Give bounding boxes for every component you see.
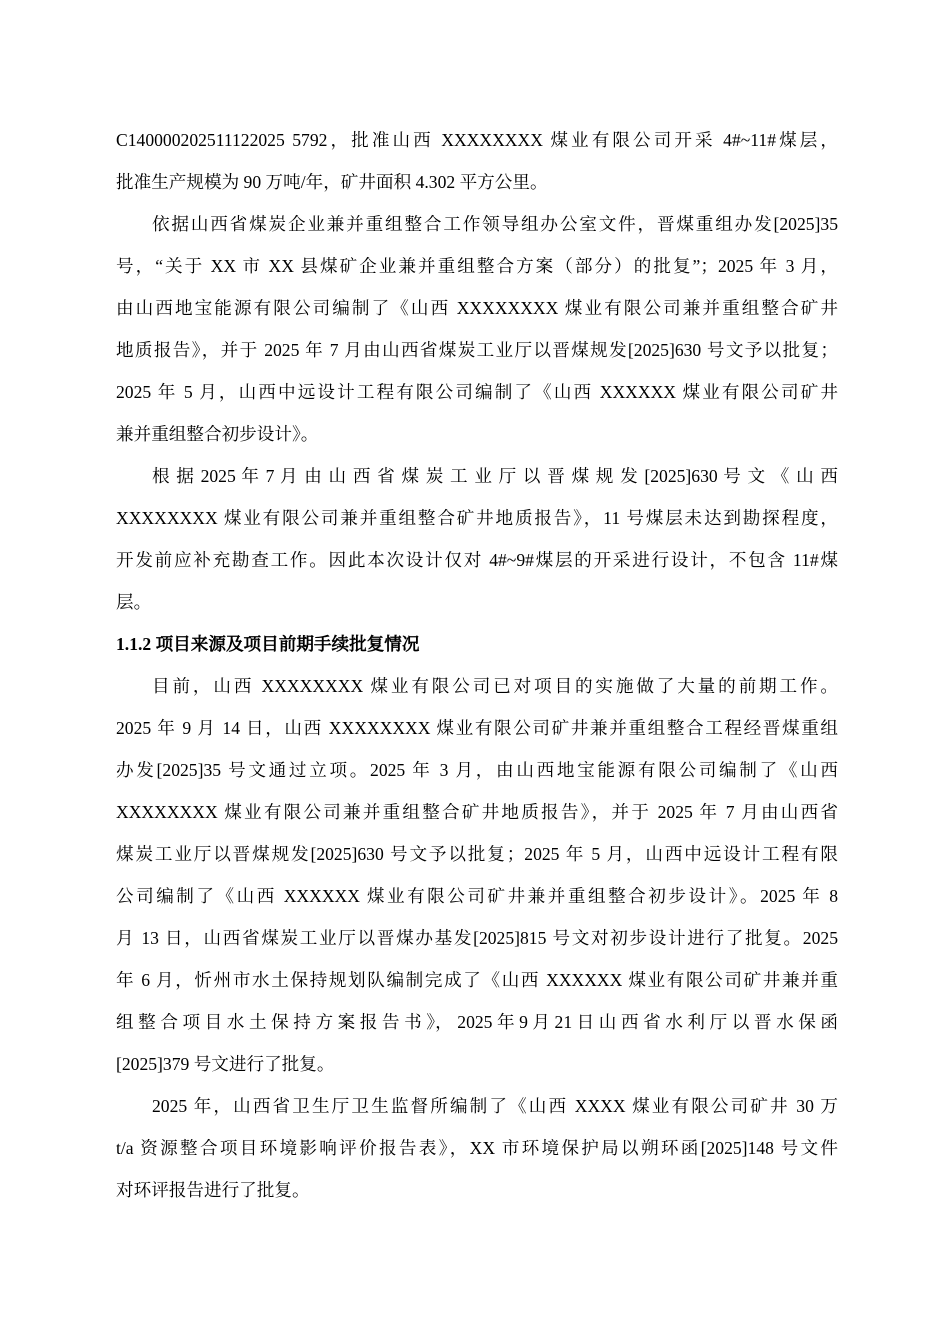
text-line: 办发[2025]35 号文通过立项。2025 年 3 月，由山西地宝能源有限公司编制了《山西 <box>116 760 838 780</box>
text-line: 层。 <box>116 592 152 612</box>
text-line: 号，“关于 XX 市 XX 县煤矿企业兼并重组整合方案（部分）的批复”；2025 年 3 月， <box>116 256 838 276</box>
text-line: 依据山西省煤炭企业兼并重组整合工作领导组办公室文件，晋煤重组办发[2025]35 <box>152 214 838 234</box>
section-heading: 1.1.2 项目来源及项目前期手续批复情况 <box>116 634 420 654</box>
text-line: 组 整 合 项 目 水 土 保 持 方 案 报 告 书 》， 2025 年 9 月 21 日 山 西 省 水 利 厅 以 晋 水 保 函 <box>116 1012 838 1032</box>
text-line: 批准生产规模为 90 万吨/年，矿井面积 4.302 平方公里。 <box>116 172 548 192</box>
text-line: 2025 年 9 月 14 日，山西 XXXXXXXX 煤业有限公司矿井兼并重组整合工程经晋煤重组 <box>116 718 838 738</box>
text-line: 煤炭工业厅以晋煤规发[2025]630 号文予以批复；2025 年 5 月，山西中远设计工程有限 <box>116 844 838 864</box>
text-line: 2025 年 5 月，山西中远设计工程有限公司编制了《山西 XXXXXX 煤业有限公司矿井 <box>116 382 838 402</box>
text-line: 开发前应补充勘查工作。因此本次设计仅对 4#~9#煤层的开采进行设计，不包含 11#煤 <box>116 550 838 570</box>
text-line: t/a 资源整合项目环境影响评价报告表》，XX 市环境保护局以朔环函[2025]148 号文件 <box>116 1138 838 1158</box>
text-line: 地质报告》，并于 2025 年 7 月由山西省煤炭工业厅以晋煤规发[2025]630 号文予以批复； <box>116 340 838 360</box>
text-line: C140000202511122025 5792，批准山西 XXXXXXXX 煤业有限公司开采 4#~11#煤层， <box>116 130 838 150</box>
text-line: 由山西地宝能源有限公司编制了《山西 XXXXXXXX 煤业有限公司兼并重组整合矿井 <box>116 298 838 318</box>
text-line: 根 据 2025 年 7 月 由 山 西 省 煤 炭 工 业 厅 以 晋 煤 规 发 [2025]630 号 文 《 山 西 <box>152 466 838 486</box>
text-line: [2025]379 号文进行了批复。 <box>116 1054 335 1074</box>
text-line: 对环评报告进行了批复。 <box>116 1180 310 1200</box>
text-line: 月 13 日，山西省煤炭工业厅以晋煤办基发[2025]815 号文对初步设计进行了批复。2025 <box>116 928 838 948</box>
text-line: XXXXXXXX 煤业有限公司兼并重组整合矿井地质报告》，11 号煤层未达到勘探程度， <box>116 508 838 528</box>
text-line: 2025 年，山西省卫生厅卫生监督所编制了《山西 XXXX 煤业有限公司矿井 30 万 <box>152 1096 838 1116</box>
text-line: XXXXXXXX 煤业有限公司兼并重组整合矿井地质报告》，并于 2025 年 7 月由山西省 <box>116 802 838 822</box>
text-line: 公司编制了《山西 XXXXXX 煤业有限公司矿井兼并重组整合初步设计》。2025 年 8 <box>116 886 838 906</box>
text-line: 目前，山西 XXXXXXXX 煤业有限公司已对项目的实施做了大量的前期工作。 <box>152 676 838 696</box>
text-line: 兼并重组整合初步设计》。 <box>116 424 319 444</box>
text-line: 年 6 月，忻州市水土保持规划队编制完成了《山西 XXXXXX 煤业有限公司矿井兼并重 <box>116 970 838 990</box>
